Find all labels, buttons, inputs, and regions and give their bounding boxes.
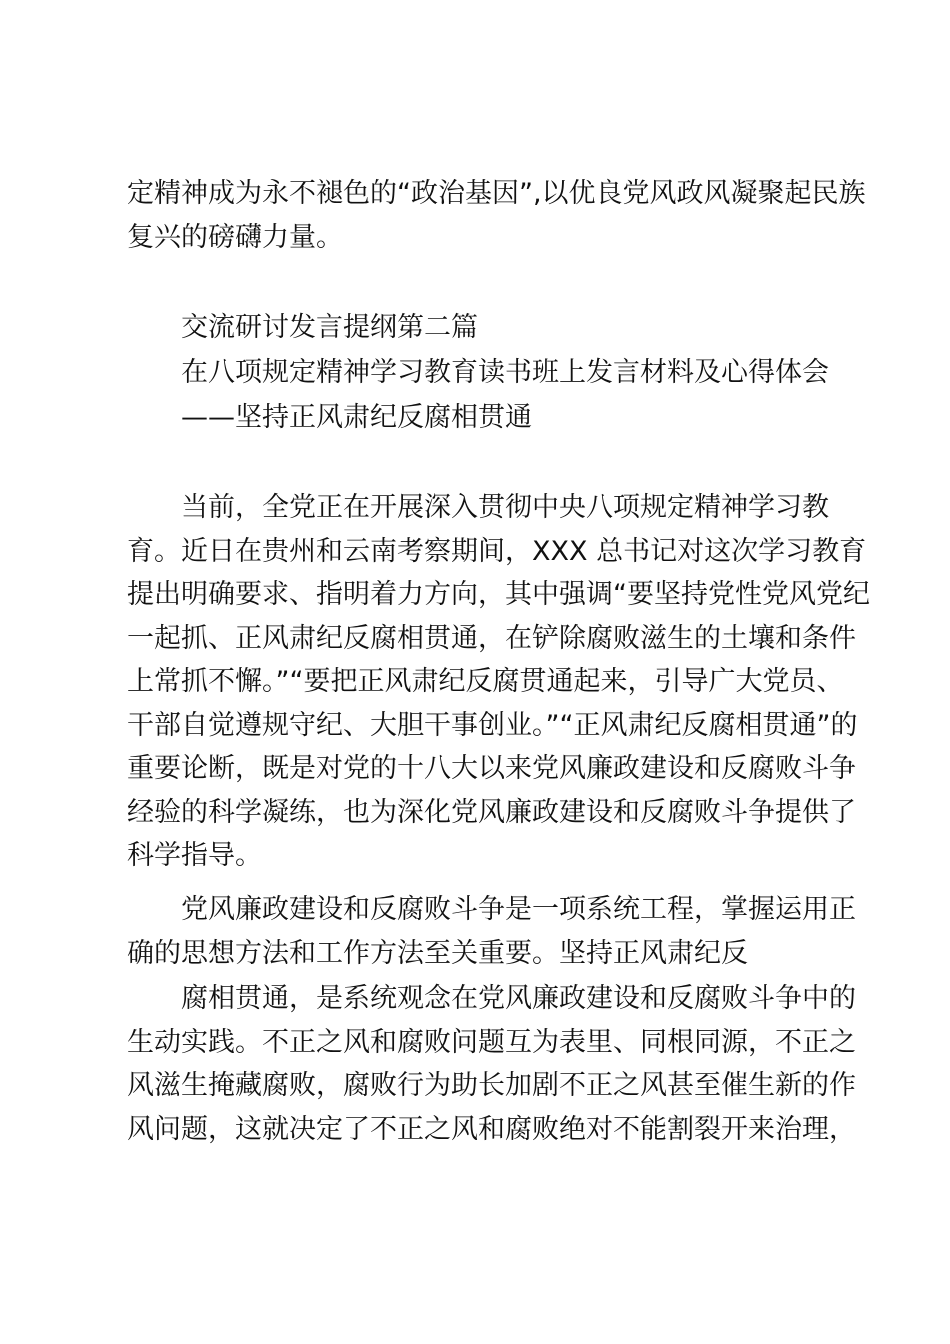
- section-label: 交流研讨发言提纲第二篇: [181, 312, 478, 343]
- para3-line-3: 风滋生掩藏腐败，腐败行为助长加剧不正之风甚至催生新的作: [127, 1070, 856, 1101]
- para3-line-4: 风问题，这就决定了不正之风和腐败绝对不能割裂开来治理，: [127, 1113, 856, 1145]
- para3-line-1: 腐相贯通，是系统观念在党风廉政建设和反腐败斗争中的: [181, 983, 856, 1014]
- para1-line-5: 上常抓不懈。”“要把正风肃纪反腐贯通起来，引导广大党员、: [127, 666, 844, 697]
- intro-line-2: 复兴的磅礴力量。: [127, 221, 343, 253]
- para1-line-1: 当前，全党正在开展深入贯彻中央八项规定精神学习教: [181, 492, 829, 523]
- para2-line-1: 党风廉政建设和反腐败斗争是一项系统工程，掌握运用正: [181, 894, 856, 925]
- para1-line-4: 一起抓、正风肃纪反腐相贯通，在铲除腐败滋生的土壤和条件: [127, 622, 856, 654]
- para1-line-9: 科学指导。: [127, 840, 262, 871]
- para1-line-7: 重要论断，既是对党的十八大以来党风廉政建设和反腐败斗争: [127, 753, 856, 784]
- para2-line-2: 确的思想方法和工作方法至关重要。坚持正风肃纪反: [127, 937, 748, 969]
- para1-line-8: 经验的科学凝练，也为深化党风廉政建设和反腐败斗争提供了: [127, 796, 856, 828]
- intro-paragraph: [127, 172, 866, 259]
- para3-line-2: 生动实践。不正之风和腐败问题互为表里、同根同源，不正之: [127, 1026, 856, 1058]
- body-paragraph-1: [127, 486, 870, 878]
- document-title: 在八项规定精神学习教育读书班上发言材料及心得体会: [181, 357, 829, 388]
- intro-line-1: 定精神成为永不褪色的“政治基因”,以优良党风政风凝聚起民族: [127, 178, 866, 209]
- para1-line-3: 提出明确要求、指明着力方向，其中强调“要坚持党性党风党纪: [127, 579, 870, 610]
- body-paragraph-2: [127, 888, 856, 975]
- body-paragraph-3: [127, 977, 856, 1151]
- document-subtitle: ——坚持正风肃纪反腐相贯通: [181, 402, 532, 433]
- para1-line-6: 干部自觉遵规守纪、大胆干事创业。”“正风肃纪反腐相贯通”的: [127, 709, 858, 741]
- para1-line-2: 育。近日在贵州和云南考察期间，XXX 总书记对这次学习教育: [127, 535, 867, 567]
